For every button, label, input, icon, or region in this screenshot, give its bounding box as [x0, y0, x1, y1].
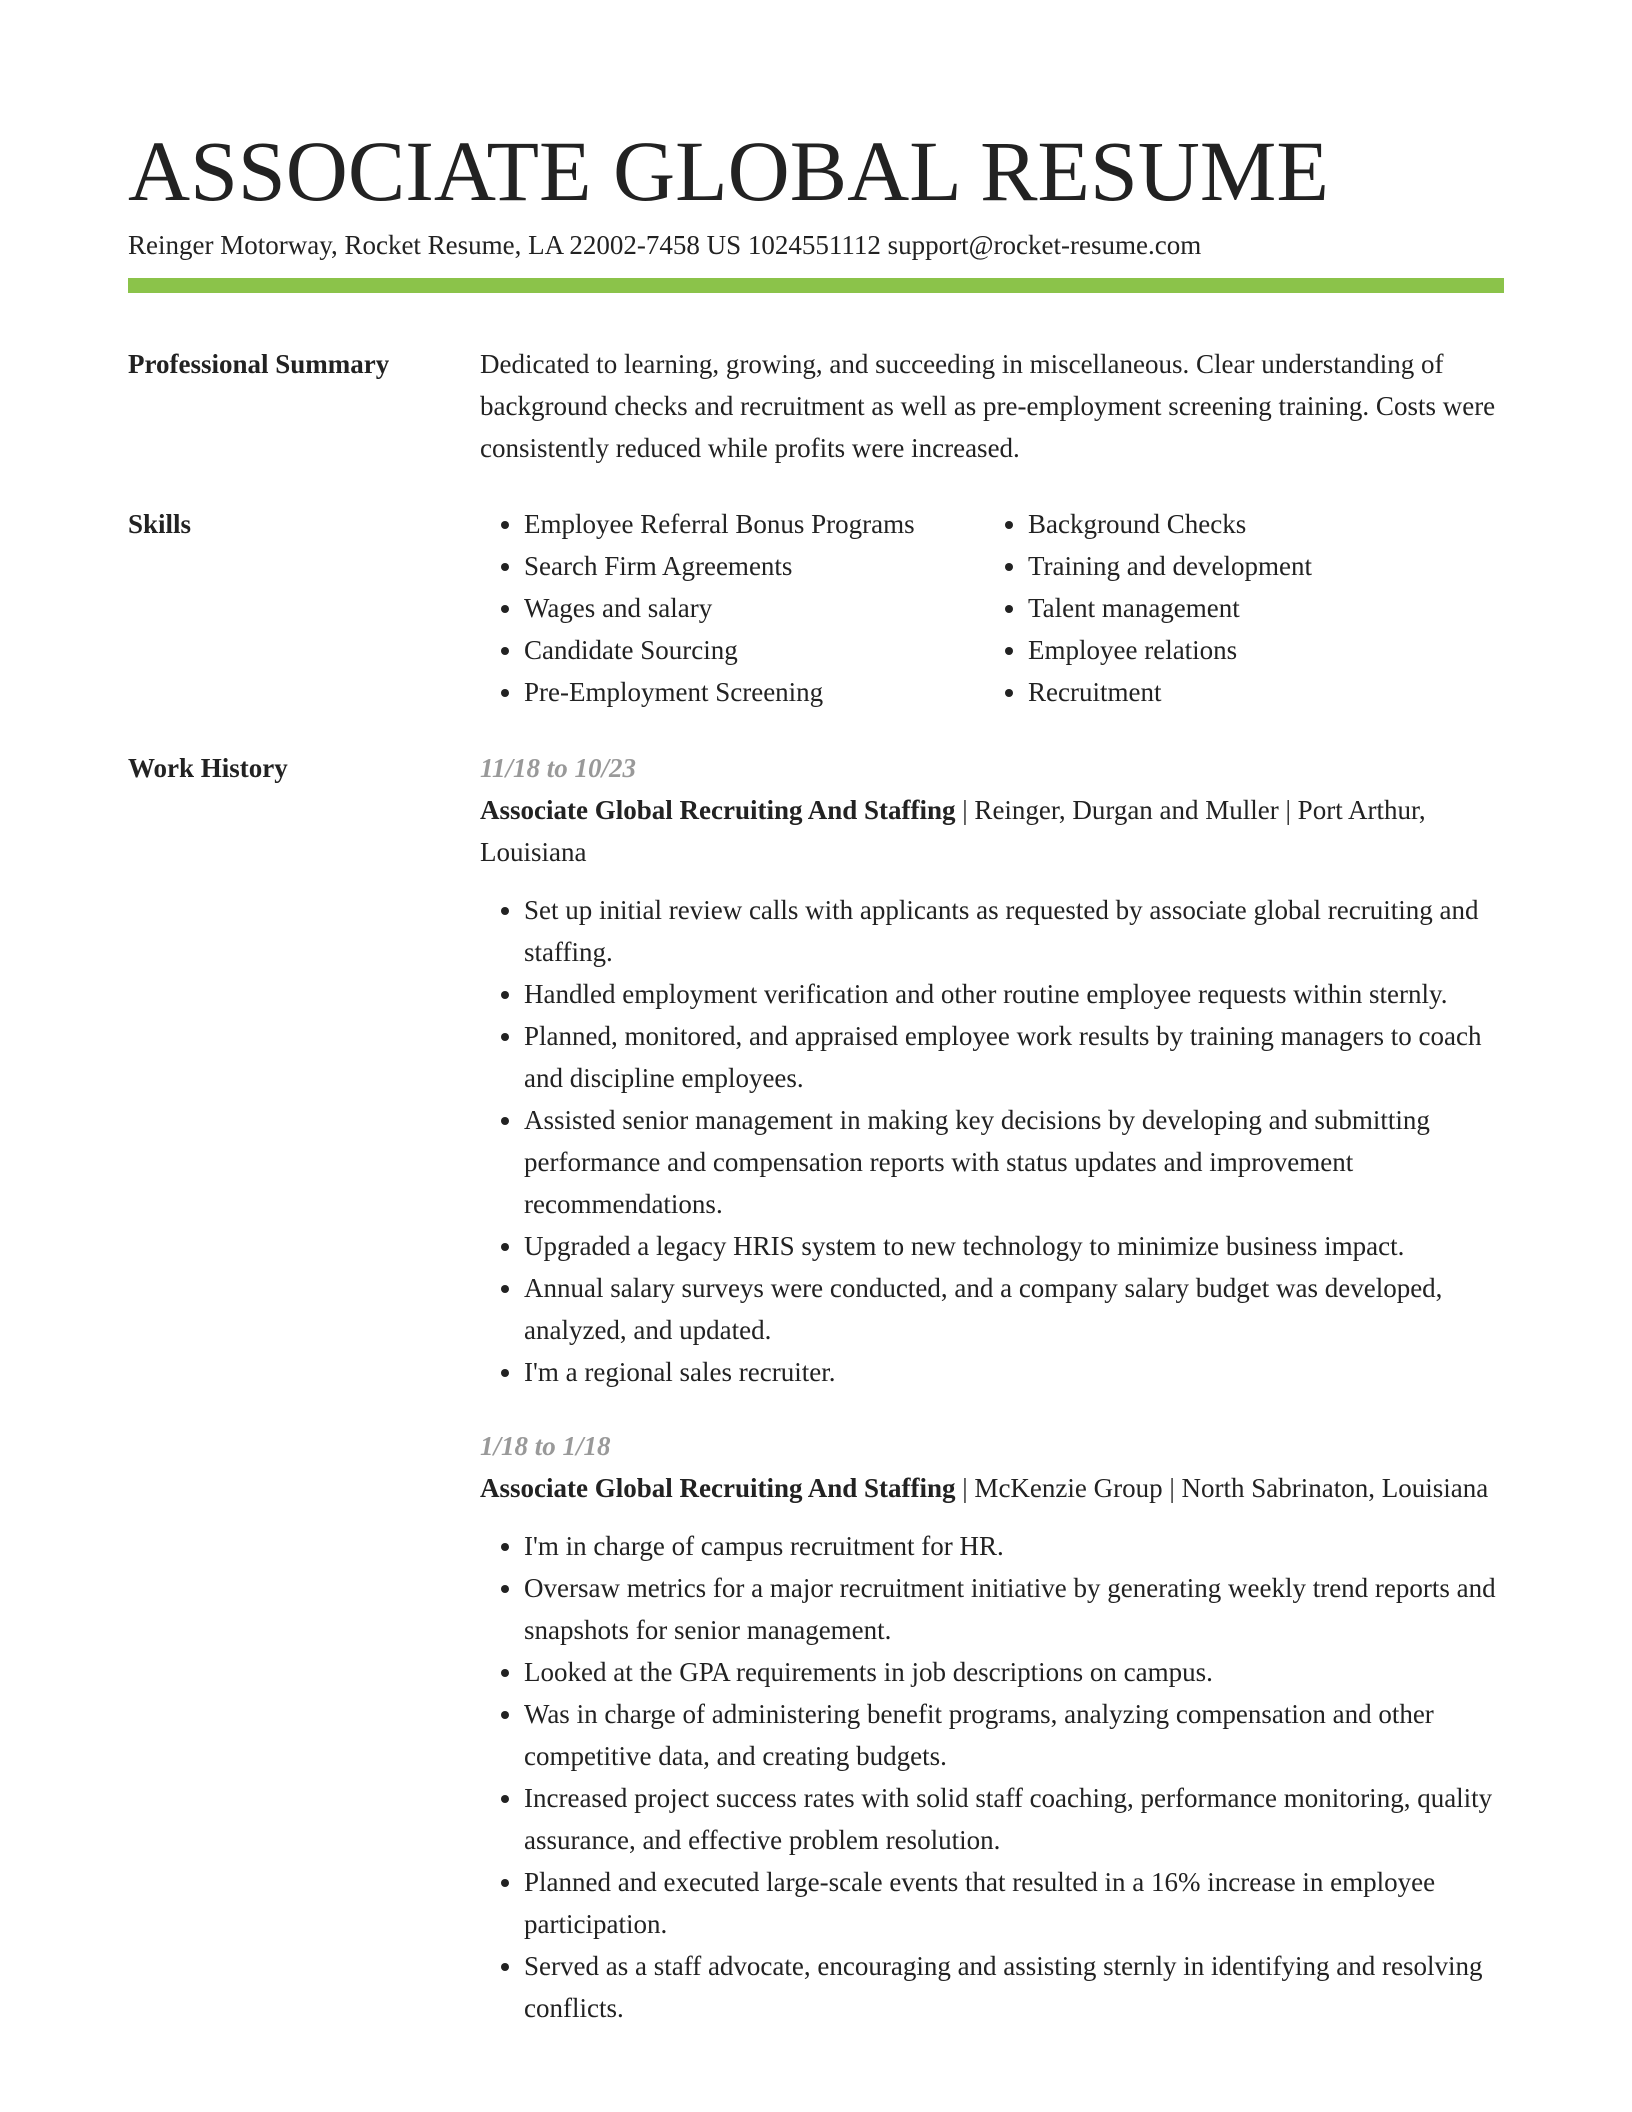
job-title: Associate Global Recruiting And Staffing	[480, 795, 956, 825]
job-bullet: • Planned, monitored, and appraised employee work results by training managers to coach and discipline employees.	[524, 1015, 1504, 1099]
job-bullet: • Increased project success rates with solid staff coaching, performance monitoring, quality assurance, and effective problem resolution.	[524, 1777, 1504, 1861]
skill-item: • Pre-Employment Screening	[524, 671, 984, 713]
job-bullet: • Planned and executed large-scale events that resulted in a 16% increase in employee participation.	[524, 1861, 1504, 1945]
summary-heading: Professional Summary	[128, 349, 390, 379]
skills-section	[128, 503, 1504, 713]
header-divider	[128, 278, 1504, 293]
job-bullet: • Assisted senior management in making key decisions by developing and submitting performance and compensation reports with status updates and improvement recommendations.	[524, 1099, 1504, 1225]
summary-section	[128, 343, 1504, 469]
skills-column-right	[984, 503, 1312, 713]
job-bullet: • Handled employment verification and other routine employee requests within sternly.	[524, 973, 1504, 1015]
job-bullet: • Annual salary surveys were conducted, and a company salary budget was developed, analyzed, and updated.	[524, 1267, 1504, 1351]
job-title: Associate Global Recruiting And Staffing	[480, 1473, 956, 1503]
job-bullet: • I'm in charge of campus recruitment for HR.	[524, 1525, 1504, 1567]
skill-item: • Employee Referral Bonus Programs	[524, 503, 984, 545]
job-bullet: • Served as a staff advocate, encouraging and assisting sternly in identifying and resolving conflicts.	[524, 1945, 1504, 2029]
work-history-heading: Work History	[128, 753, 288, 783]
skill-item: • Training and development	[1028, 545, 1312, 587]
job-dates: 11/18 to 10/23	[480, 753, 637, 783]
job-bullets	[480, 1525, 1504, 2029]
resume-page	[128, 0, 1504, 2029]
skill-item: • Candidate Sourcing	[524, 629, 984, 671]
skill-item: • Talent management	[1028, 587, 1312, 629]
skill-item: • Employee relations	[1028, 629, 1312, 671]
work-history-list	[480, 747, 1504, 2029]
job-header	[480, 789, 1504, 873]
job-bullet: • I'm a regional sales recruiter.	[524, 1351, 1504, 1393]
skill-item: • Wages and salary	[524, 587, 984, 629]
skills-list	[480, 503, 1504, 713]
job-bullets	[480, 889, 1504, 1393]
work-history-section	[128, 747, 1504, 2029]
skill-item: • Background Checks	[1028, 503, 1312, 545]
job-header	[480, 1467, 1504, 1509]
contact-phone: 1024551112	[747, 230, 881, 260]
job-entry	[480, 747, 1504, 1393]
skill-item: • Recruitment	[1028, 671, 1312, 713]
job-entry	[480, 1425, 1504, 2029]
contact-line	[128, 227, 1504, 263]
job-details: | McKenzie Group | North Sabrinaton, Louisiana	[955, 1473, 1489, 1503]
job-dates: 1/18 to 1/18	[480, 1431, 611, 1461]
skills-heading: Skills	[128, 509, 192, 539]
job-bullet: • Looked at the GPA requirements in job descriptions on campus.	[524, 1651, 1504, 1693]
contact-address: Reinger Motorway, Rocket Resume, LA 22002-7458 US	[128, 230, 742, 260]
skills-column-left	[480, 503, 984, 713]
resume-title: ASSOCIATE GLOBAL RESUME	[128, 123, 1329, 219]
skill-item: • Search Firm Agreements	[524, 545, 984, 587]
job-bullet: • Was in charge of administering benefit programs, analyzing compensation and other competitive data, and creating budgets.	[524, 1693, 1504, 1777]
job-bullet: • Set up initial review calls with applicants as requested by associate global recruiting and staffing.	[524, 889, 1504, 973]
job-bullet: • Upgraded a legacy HRIS system to new technology to minimize business impact.	[524, 1225, 1504, 1267]
contact-email: support@rocket-resume.com	[887, 230, 1202, 260]
job-details: | Reinger, Durgan and Muller | Port Arthur, Louisiana	[480, 795, 1426, 867]
job-bullet: • Oversaw metrics for a major recruitment initiative by generating weekly trend reports and snapshots for senior management.	[524, 1567, 1504, 1651]
summary-text: Dedicated to learning, growing, and succeeding in miscellaneous. Clear understanding of background checks and recruitment as well as pre-employment screening training. Costs were consistently reduced while profits were increased.	[480, 349, 1496, 463]
